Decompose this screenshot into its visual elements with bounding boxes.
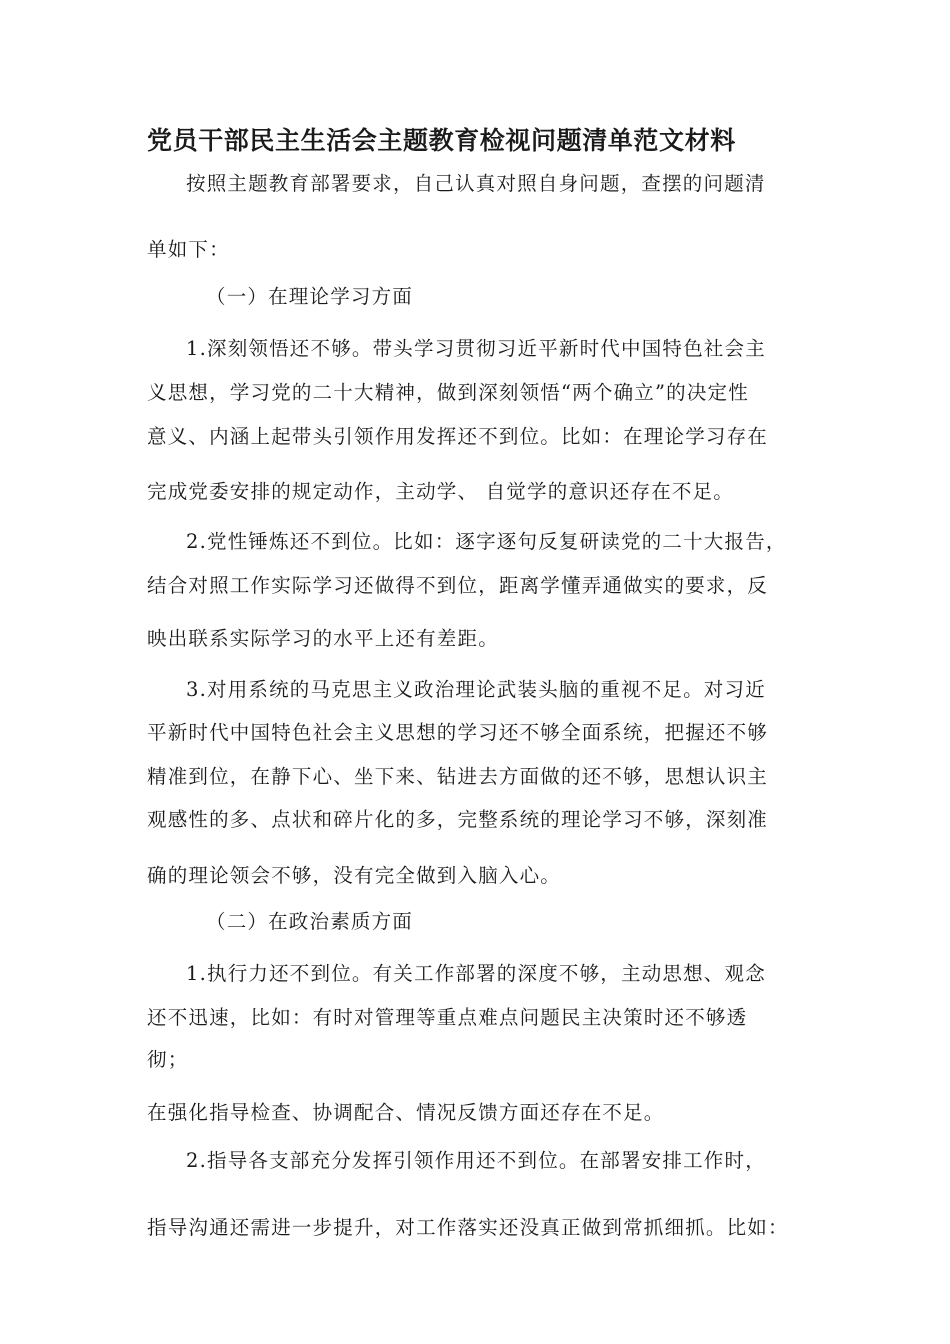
section1-item1-line2: 义思想，学习党的二十大精神，做到深刻领悟“两个确立”的决定性 <box>147 381 749 404</box>
section1-item2-line2: 结合对照工作实际学习还做得不到位，距离学懂弄通做实的要求，反 <box>147 574 769 597</box>
section1-item3-line1: 3.对用系统的马克思主义政治理论武装头脑的重视不足。对习近 <box>186 678 766 701</box>
section1-item3-line3: 精准到位，在静下心、坐下来、钻进去方面做的还不够，思想认识主 <box>147 765 769 788</box>
section2-item1-line1: 1.执行力还不到位。有关工作部署的深度不够，主动思想、观念 <box>186 962 766 985</box>
section1-item2-line1: 2.党性锤炼还不到位。比如：逐字逐句反复研读党的二十大报告， <box>186 530 787 553</box>
section2-item1-line2: 还不迅速，比如：有时对管理等重点难点问题民主决策时还不够透 <box>147 1006 748 1029</box>
section1-item3-line4: 观感性的多、点状和碎片化的多，完整系统的理论学习不够，深刻准 <box>147 808 769 831</box>
section1-item3-line2: 平新时代中国特色社会主义思想的学习还不够全面系统，把握还不够 <box>147 721 769 744</box>
section1-item1-line3: 意义、内涵上起带头引领作用发挥还不到位。比如：在理论学习存在 <box>147 425 769 448</box>
section1-item3-line5: 确的理论领会不够，没有完全做到入脑入心。 <box>147 864 562 887</box>
intro-line-1: 按照主题教育部署要求，自己认真对照自身问题，查摆的问题清 <box>186 172 766 195</box>
section2-item2-line2: 指导沟通还需进一步提升，对工作落实还没真正做到常抓细抓。比如： <box>147 1216 789 1239</box>
document-title: 党员干部民主生活会主题教育检视问题清单范文材料 <box>147 126 736 155</box>
section2-item1-line4: 在强化指导检查、协调配合、情况反馈方面还存在不足。 <box>147 1101 665 1124</box>
section2-heading: （二）在政治素质方面 <box>206 910 414 933</box>
section1-heading: （一）在理论学习方面 <box>206 285 414 308</box>
section2-item1-line3: 彻； <box>147 1048 189 1071</box>
section2-item2-line1: 2.指导各支部充分发挥引领作用还不到位。在部署安排工作时， <box>186 1149 766 1172</box>
section1-item2-line3: 映出联系实际学习的水平上还有差距。 <box>147 627 499 650</box>
section1-item1-line4: 完成党委安排的规定动作，主动学、 自觉学的意识还存在不足。 <box>147 480 734 503</box>
section1-item1-line1: 1.深刻领悟还不够。带头学习贯彻习近平新时代中国特色社会主 <box>186 337 766 360</box>
intro-line-2: 单如下： <box>147 238 230 261</box>
